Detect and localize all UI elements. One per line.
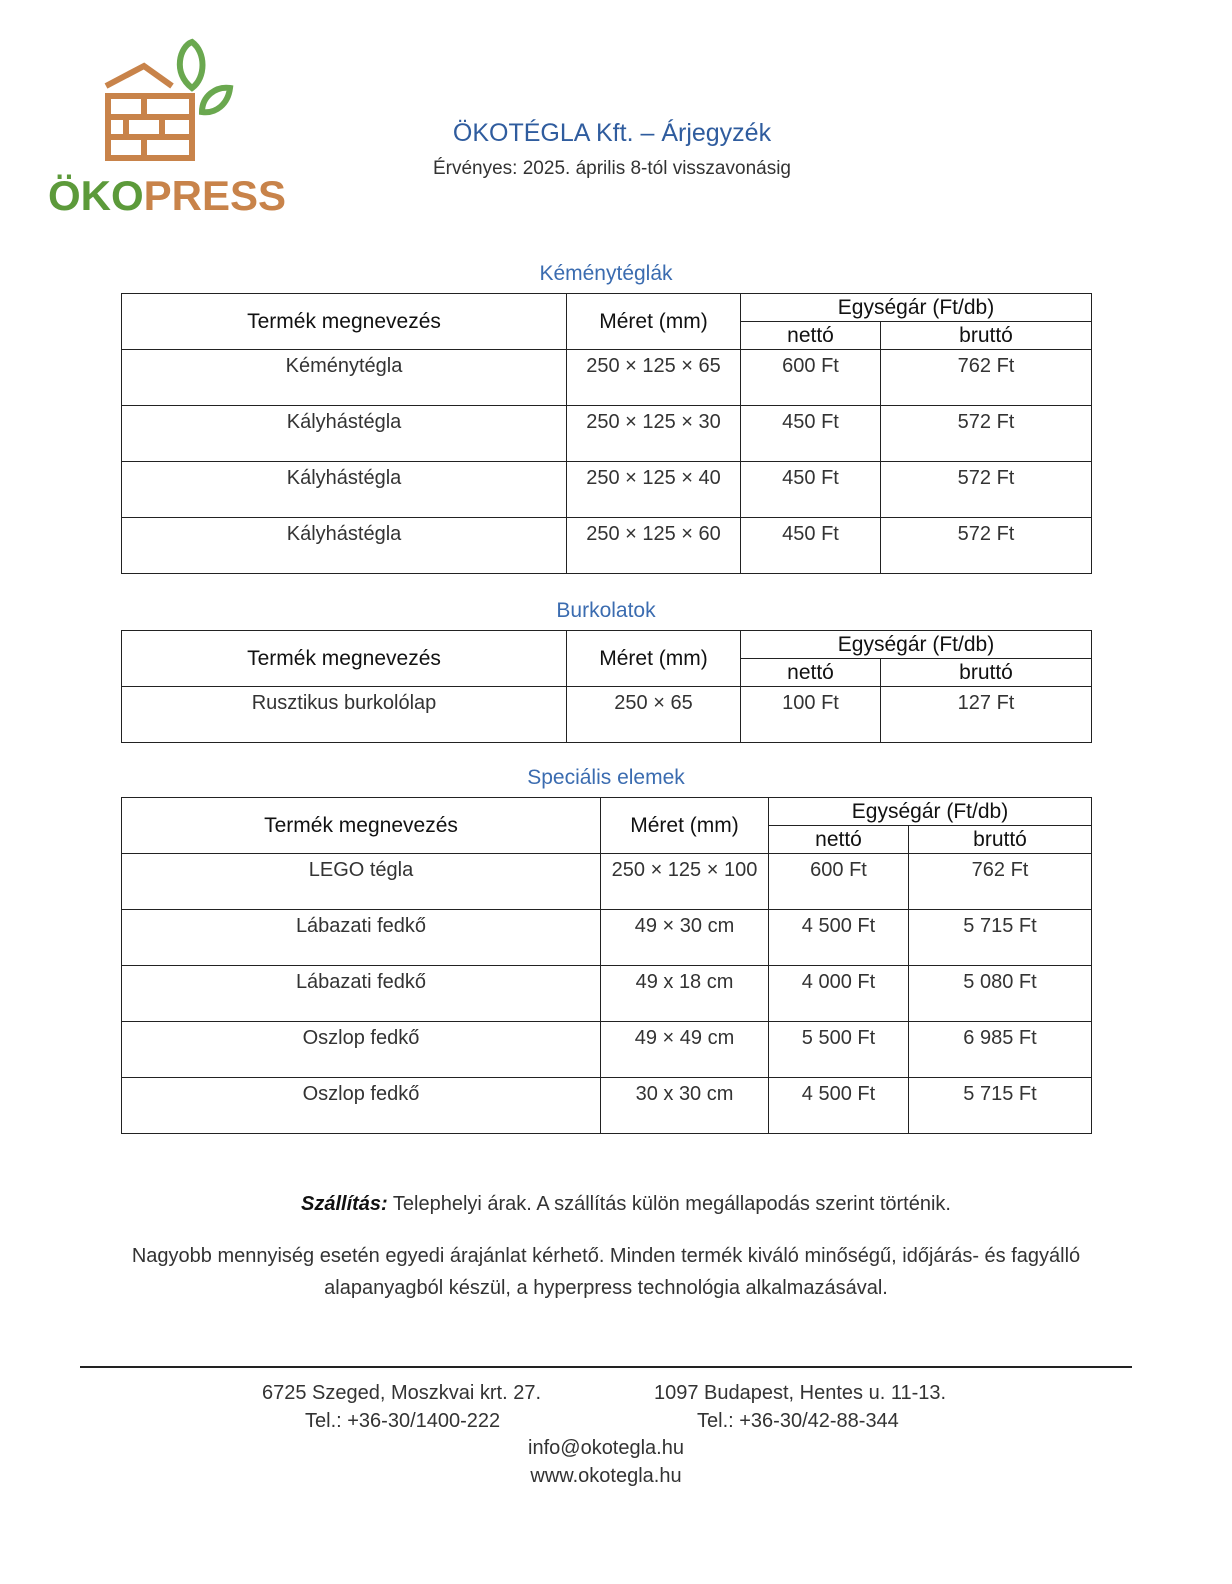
table-row <box>122 1022 1092 1078</box>
header-gross: bruttó <box>909 826 1092 854</box>
gross-price: 762 Ft <box>881 350 1092 406</box>
product-size: 250 × 125 × 100 <box>601 854 769 910</box>
section-title-claddings: Burkolatok <box>556 599 656 622</box>
product-name: Rusztikus burkolólap <box>122 687 567 743</box>
table-row <box>122 1078 1092 1134</box>
header-net: nettó <box>741 322 881 350</box>
product-size: 250 × 125 × 60 <box>567 518 741 574</box>
table-row <box>122 462 1092 518</box>
header-unit-price: Egységár (Ft/db) <box>769 798 1092 826</box>
budapest-address: 1097 Budapest, Hentes u. 11-13. <box>654 1382 947 1404</box>
validity-text: Érvényes: 2025. április 8-tól visszavonásig <box>432 158 791 179</box>
info-note-line2: alapanyagból készül, a hyperpress technológia alkalmazásával. <box>324 1277 888 1299</box>
product-size: 49 x 18 cm <box>601 966 769 1022</box>
table-row <box>122 350 1092 406</box>
gross-price: 5 080 Ft <box>909 966 1092 1022</box>
price-table-special-elements <box>121 797 1092 1134</box>
table-row <box>122 518 1092 574</box>
header-size: Méret (mm) <box>567 631 741 687</box>
header-size: Méret (mm) <box>567 294 741 350</box>
header-product: Termék megnevezés <box>122 631 567 687</box>
product-size: 250 × 125 × 30 <box>567 406 741 462</box>
section-title-chimney-bricks: Kéménytéglák <box>539 262 673 285</box>
product-name: Kályhástégla <box>122 462 567 518</box>
product-name: LEGO tégla <box>122 854 601 910</box>
header-net: nettó <box>741 659 881 687</box>
shipping-note <box>20 1188 1232 1220</box>
info-note-line1: Nagyobb mennyiség esetén egyedi árajánlat kérhető. Minden termék kiváló minőségű, időjárás- és fagyálló <box>131 1245 1081 1267</box>
net-price: 450 Ft <box>741 518 881 574</box>
product-size: 250 × 125 × 40 <box>567 462 741 518</box>
product-name: Oszlop fedkő <box>122 1078 601 1134</box>
email-link[interactable]: info@okotegla.hu <box>528 1437 684 1459</box>
net-price: 600 Ft <box>769 854 909 910</box>
header-gross: bruttó <box>881 322 1092 350</box>
net-price: 4 500 Ft <box>769 1078 909 1134</box>
page-title: ÖKOTÉGLA Kft. – Árjegyzék <box>452 119 772 147</box>
budapest-phone: Tel.: +36-30/42-88-344 <box>697 1410 899 1432</box>
net-price: 100 Ft <box>741 687 881 743</box>
gross-price: 5 715 Ft <box>909 910 1092 966</box>
net-price: 450 Ft <box>741 406 881 462</box>
header-unit-price: Egységár (Ft/db) <box>741 294 1092 322</box>
footer-divider <box>80 1366 1132 1368</box>
header-gross: bruttó <box>881 659 1092 687</box>
net-price: 600 Ft <box>741 350 881 406</box>
table-row <box>122 406 1092 462</box>
product-size: 30 x 30 cm <box>601 1078 769 1134</box>
header-product: Termék megnevezés <box>122 294 567 350</box>
header-product: Termék megnevezés <box>122 798 601 854</box>
header-size: Méret (mm) <box>601 798 769 854</box>
header-unit-price: Egységár (Ft/db) <box>741 631 1092 659</box>
product-name: Lábazati fedkő <box>122 910 601 966</box>
shipping-label: Szállítás: <box>301 1193 388 1215</box>
product-size: 250 × 65 <box>567 687 741 743</box>
szeged-address: 6725 Szeged, Moszkvai krt. 27. <box>262 1382 542 1404</box>
gross-price: 762 Ft <box>909 854 1092 910</box>
gross-price: 572 Ft <box>881 406 1092 462</box>
table-row <box>122 910 1092 966</box>
net-price: 4 500 Ft <box>769 910 909 966</box>
product-size: 49 × 49 cm <box>601 1022 769 1078</box>
product-name: Kályhástégla <box>122 518 567 574</box>
net-price: 5 500 Ft <box>769 1022 909 1078</box>
product-size: 49 × 30 cm <box>601 910 769 966</box>
product-name: Kéménytégla <box>122 350 567 406</box>
product-name: Kályhástégla <box>122 406 567 462</box>
szeged-phone: Tel.: +36-30/1400-222 <box>305 1410 501 1432</box>
gross-price: 6 985 Ft <box>909 1022 1092 1078</box>
table-row <box>122 966 1092 1022</box>
product-name: Oszlop fedkő <box>122 1022 601 1078</box>
website-link[interactable]: www.okotegla.hu <box>530 1465 682 1487</box>
shipping-text: Telephelyi árak. A szállítás külön megállapodás szerint történik. <box>387 1193 951 1215</box>
table-row <box>122 854 1092 910</box>
gross-price: 127 Ft <box>881 687 1092 743</box>
gross-price: 572 Ft <box>881 462 1092 518</box>
svg-text:ÖKOPRESS: ÖKOPRESS <box>48 172 287 219</box>
table-row <box>122 687 1092 743</box>
price-table-chimney-bricks <box>121 293 1092 574</box>
section-title-special-elements: Speciális elemek <box>527 766 685 789</box>
gross-price: 572 Ft <box>881 518 1092 574</box>
price-table-claddings <box>121 630 1092 743</box>
net-price: 450 Ft <box>741 462 881 518</box>
gross-price: 5 715 Ft <box>909 1078 1092 1134</box>
product-size: 250 × 125 × 65 <box>567 350 741 406</box>
net-price: 4 000 Ft <box>769 966 909 1022</box>
product-name: Lábazati fedkő <box>122 966 601 1022</box>
header-net: nettó <box>769 826 909 854</box>
